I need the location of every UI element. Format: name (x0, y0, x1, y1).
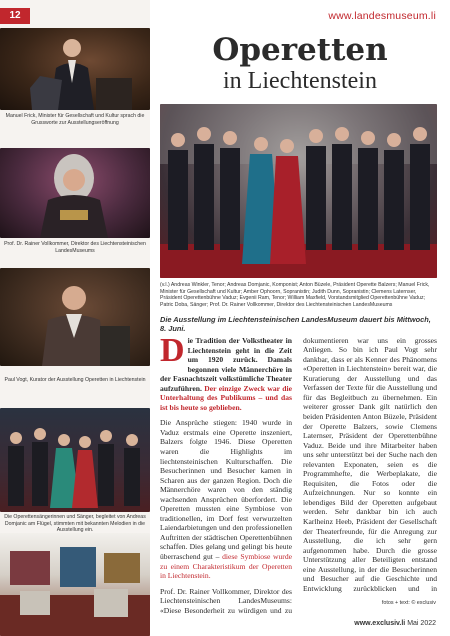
lead-text-part1: ie Tradition der Volkstheater in Liechtenstein geht in die Zeit um 1920 zurück. Damals begonnen viele Männerchöre in der Fasnachtszeit volkstümliche Theater aufzuführen. (160, 336, 292, 393)
photo-exhibition-room (0, 533, 150, 636)
photo-director (0, 148, 150, 238)
caption-photo-3: Paul Vogt, Kurator der Ausstellung Operetten in Liechtenstein (4, 377, 146, 383)
text-column-left (160, 332, 293, 616)
paragraph-1-text: Die Ansprüche stiegen: 1940 wurde in Vaduz erstmals eine Operette inszeniert, Balzers folgte 1946. Diese Operetten waren die Highlights im liechtensteinischen Kulturschaffen. Die Besucherinnen und Besucher kamen in Scharen aus der ganzen Region. Doch die Männerchöre waren von den ständig wachsenden Ansprüchen überfordert. Die Operetten mussten eine Symbiose von traditionellen, im Dorf fest verwurzelten Laiendarbietungen und den professionellen Auftritten der städtischen Operettenbühnen schaffen. Dies gelang und gelingt bis heute überraschend gut – (160, 418, 292, 562)
photo-credits: fotos + text: © exclusiv (381, 600, 436, 606)
article-title-line2: in Liechtenstein (223, 68, 377, 94)
photo-curator (0, 268, 150, 366)
footer-site[interactable]: www.exclusiv.li (354, 620, 406, 627)
footer (354, 620, 436, 627)
caption-main-photo: (v.l.) Andreas Winkler, Tenor; Andreas Domjanic, Komponist; Anton Büzele, Präsident Operette Balzers; Manuel Frick, Minister für Gesellschaft und Kultur; Amber Ophoorn, Sopranistin; Judith Dunn, Sopranistin; Clemens Laternser, Präsident Operettenbühne Vaduz; Evgenii Ram, Tenor; William Maxfield, Vorstandsmitglied Operettenbühne Vaduz; Patric Doba, Sänger; Prof. Dr. Rainer Vollkommer, Direktor des Liechtensteinischen LandesMuseums (160, 282, 430, 308)
footer-issue: Mai 2022 (407, 620, 436, 627)
page-number: 12 (0, 8, 30, 24)
article-subhead: Die Ausstellung im Liechtensteinischen LandesMuseum dauert bis Mittwoch, 8. Juni. (160, 315, 431, 333)
photo-singers (0, 408, 150, 512)
lead-text-part2: Der einzige Zweck war die Unterhaltung des Publikums – und das ist bis heute so geblieben. (160, 383, 293, 412)
photo-group (160, 104, 437, 278)
paragraph-2-text: Prof. Dr. Rainer Vollkommer, Direktor des Liechtensteinischen LandesMuseums: «Diese Besonderheit zu würdigen und zu (160, 586, 292, 615)
caption-photo-1: Manuel Frick, Minister für Gesellschaft und Kultur sprach die Grussworte zur Ausstellungseröffnung (5, 113, 145, 126)
paragraph-2-start (160, 587, 292, 616)
text-column-right (303, 336, 437, 594)
photo-minister-speech (0, 28, 150, 110)
paragraph-2-continued: dokumentieren war uns ein grosses Anliegen. So bin ich Paul Vogt sehr dankbar, dass er als Kenner des Phänomens «Operetten in Liechtenstein» bereit war, die Kuratierung der Ausstellung und das Verfassen der Texte für die Ausstellung und für das Begleitbuch zu übernehmen. Ein weiterer grosser Dank gilt natürlich den beiden Präsidenten Anton Büzele, Präsident der Operette Balzers, sowie Clemens Laternser, Präsident der Operettenbühne Vaduz. Beide und ihre Mitarbeiter haben uns sehr unterstützt bei der Suche nach den relevanten Exponaten, seien es die Programmhefte, die Werbeplakate, die Requisiten, die Fotos oder die Aufzeichnungen. Nur so konnte ein lebendiges Bild der Operetten aufgebaut werden. Sehr dankbar bin ich auch Karlheinz Heeb, Präsident der Gesellschaft der Theaterfreunde, für die Anregung zur Ausstellung, die ich sehr gern aufgenommen habe. Durch die grosse Unterstützung aller Beteiligten entstand eine Ausstellung, in der die Besucherinnen und Besucher auf die Geschichte und Entwicklung zurückblicken und in (303, 336, 437, 593)
article-title: Operetten (212, 32, 388, 68)
drop-cap: D (160, 332, 185, 369)
caption-photo-2: Prof. Dr. Rainer Vollkommer, Direktor des Liechtensteinischen LandesMuseums (4, 241, 146, 254)
caption-photo-4: Die Operettensängerinnen und Sänger, begleitet von Andreas Domjanic am Flügel, stimmten mit bekannten Melodien in die Ausstellung ein. (4, 514, 146, 534)
site-url[interactable]: www.landesmuseum.li (328, 10, 436, 22)
paragraph-1 (160, 418, 292, 580)
paragraph-1-highlight: diese Symbiose wurde zu einem Charakteristikum der Operetten in Liechtenstein. (160, 552, 292, 581)
